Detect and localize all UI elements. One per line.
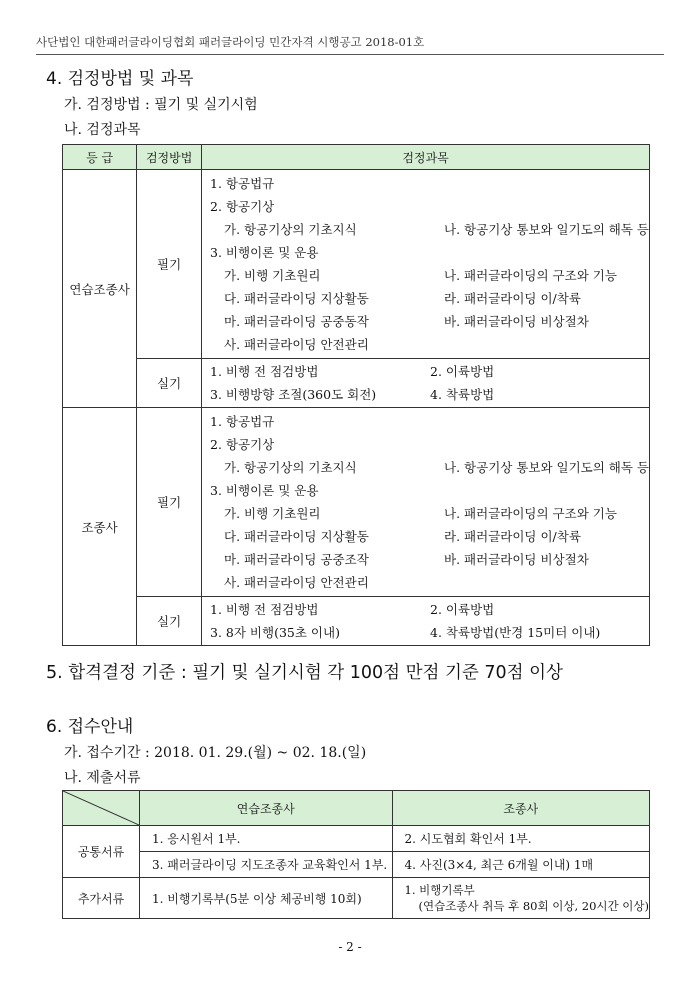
table-row [63,597,650,646]
corner-cell [63,791,140,826]
section-6-item-1: 가. 접수기간 : 2018. 01. 29.(월) ~ 02. 18.(일) [64,745,367,761]
documents-table [62,790,650,919]
subject-line: 3. 비행이론 및 운용 [210,245,319,260]
doc-cell: 2. 시도협회 확인서 1부. [392,826,649,852]
subject-line: 다. 패러글라이딩 지상활동 라. 패러글라이딩 이/착륙 [224,529,581,544]
header-method: 검정방법 [137,145,202,170]
grade-cell: 연습조종사 [63,170,137,408]
method-cell: 필기 [137,408,202,597]
header-subjects: 검정과목 [202,145,650,170]
table-header-row [63,145,650,170]
subject-line: 1. 비행 전 점검방법 2. 이륙방법 [210,364,495,379]
subjects-cell [202,408,650,597]
subject-line: 가. 항공기상의 기초지식 나. 항공기상 통보와 일기도의 해독 등 [224,460,649,475]
section-6-title: 6. 접수안내 [46,717,134,737]
extra-docs-label: 추가서류 [63,878,140,919]
subjects-cell [202,597,650,646]
subject-line: 3. 비행이론 및 운용 [210,483,319,498]
doc-cell: 1. 비행기록부(5분 이상 체공비행 10회) [140,878,393,919]
exam-subjects-table [62,144,650,646]
subject-line: 3. 비행방향 조절(360도 회전) 4. 착륙방법 [210,387,495,402]
method-cell: 필기 [137,170,202,359]
subject-line: 3. 8자 비행(35초 이내) 4. 착륙방법(반경 15미터 이내) [210,625,601,640]
subject-line: 마. 패러글라이딩 공중조작 바. 패러글라이딩 비상절차 [224,552,589,567]
document-header: 사단법인 대한패러글라이딩협회 패러글라이딩 민간자격 시행공고 2018-01호 [36,35,425,49]
section-4-item-2: 나. 검정과목 [64,122,141,138]
subject-line: 사. 패러글라이딩 안전관리 [224,337,369,352]
table-row [63,826,650,852]
doc-cell: 4. 사진(3×4, 최근 6개월 이내) 1매 [392,852,649,878]
doc-line: 1. 비행기록부 [404,883,475,897]
doc-cell [392,878,649,919]
header-trainee-pilot: 연습조종사 [140,791,393,826]
common-docs-label: 공통서류 [63,826,140,878]
section-5-title: 5. 합격결정 기준 : 필기 및 실기시험 각 100점 만점 기준 70점 이상 [46,663,563,683]
page-number: - 2 - [338,940,362,954]
subject-line: 2. 항공기상 [210,437,275,452]
method-cell: 실기 [137,597,202,646]
table-row [63,170,650,359]
subject-line: 다. 패러글라이딩 지상활동 라. 패러글라이딩 이/착륙 [224,291,581,306]
subjects-cell [202,170,650,359]
doc-line: (연습조종사 취득 후 80회 이상, 20시간 이상) [418,899,649,913]
subject-line: 1. 항공법규 [210,414,275,429]
section-6-item-2: 나. 제출서류 [64,770,141,786]
grade-cell: 조종사 [63,408,137,646]
table-row [63,359,650,408]
section-4-item-1: 가. 검정방법 : 필기 및 실기시험 [64,97,258,113]
header-divider [36,54,664,55]
section-4-title: 4. 검정방법 및 과목 [46,69,194,89]
doc-cell: 3. 패러글라이딩 지도조종자 교육확인서 1부. [140,852,393,878]
subjects-cell [202,359,650,408]
subject-line: 1. 항공법규 [210,176,275,191]
subject-line: 마. 패러글라이딩 공중동작 바. 패러글라이딩 비상절차 [224,314,589,329]
diagonal-line [63,791,139,825]
subject-line: 가. 비행 기초원리 나. 패러글라이딩의 구조와 기능 [224,268,617,283]
table-row [63,408,650,597]
subject-line: 2. 항공기상 [210,199,275,214]
table-row [63,852,650,878]
header-pilot: 조종사 [392,791,649,826]
subject-line: 사. 패러글라이딩 안전관리 [224,575,369,590]
subject-line: 가. 비행 기초원리 나. 패러글라이딩의 구조와 기능 [224,506,617,521]
subject-line: 가. 항공기상의 기초지식 나. 항공기상 통보와 일기도의 해독 등 [224,222,649,237]
header-grade: 등 급 [63,145,137,170]
subject-line: 1. 비행 전 점검방법 2. 이륙방법 [210,602,495,617]
table-header-row [63,791,650,826]
doc-cell: 1. 응시원서 1부. [140,826,393,852]
method-cell: 실기 [137,359,202,408]
table-row [63,878,650,919]
